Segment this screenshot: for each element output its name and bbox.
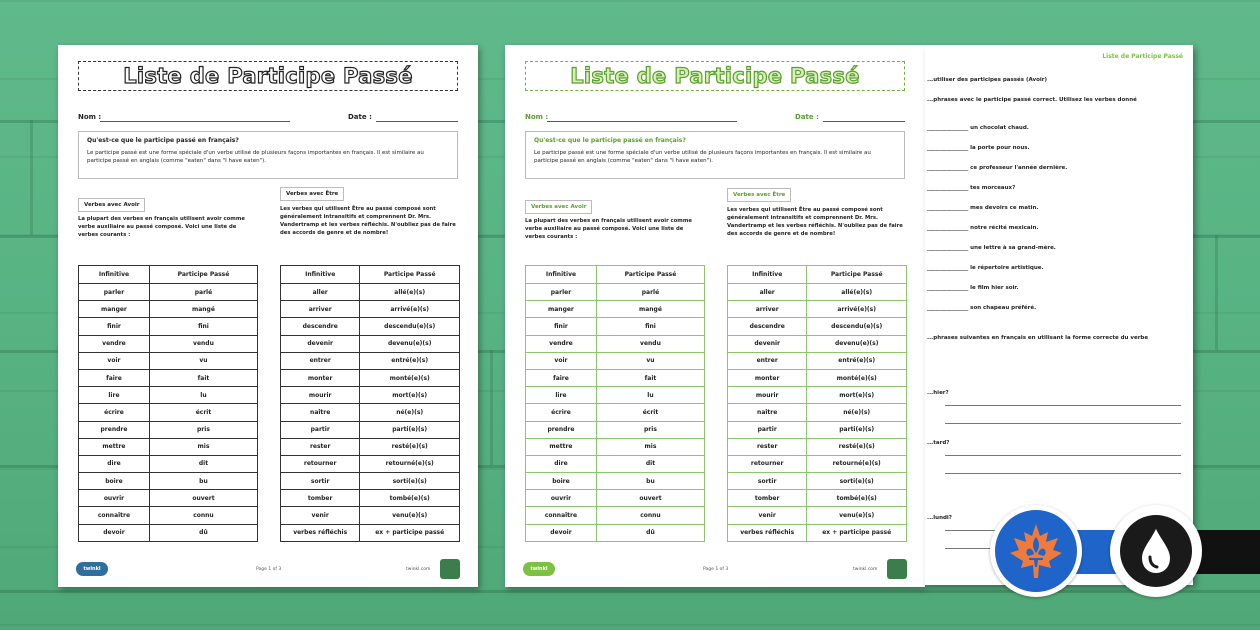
region-badge (990, 505, 1082, 597)
participle-cell: entré(e)(s) (360, 352, 460, 369)
infinitive-cell: devenir (728, 335, 807, 352)
table-row (526, 490, 705, 507)
participle-cell: entré(e)(s) (807, 352, 907, 369)
date-label: Date : (795, 113, 819, 121)
table-row (79, 490, 258, 507)
page-title: Liste de Participe Passé (570, 64, 860, 88)
participle-cell: venu(e)(s) (360, 507, 460, 524)
exercise-line: _______________ un chocolat chaud. (927, 125, 1029, 131)
table-row (79, 524, 258, 541)
exercise-line: _______________ mes devoirs ce matin. (927, 205, 1039, 211)
table-row (281, 301, 460, 318)
intro-text: Le participe passé est une forme spéciale d'un verbe utilisé de plusieurs façons importantes en français. Il est similaire au participe passé en anglais (comme "eaten" dans "I have eaten"). (534, 150, 871, 164)
table-row (79, 455, 258, 472)
participle-cell: devenu(e)(s) (807, 335, 907, 352)
participle-cell: parti(e)(s) (807, 421, 907, 438)
table-row (281, 490, 460, 507)
participle-cell: dit (149, 455, 257, 472)
participle-cell: mis (149, 438, 257, 455)
col-participle: Participe Passé (807, 266, 907, 284)
infinitive-cell: tomber (281, 490, 360, 507)
participle-cell: dit (596, 455, 704, 472)
exercise-line: _______________ tes morceaux? (927, 185, 1016, 191)
name-field-line (100, 121, 290, 122)
table-row (281, 369, 460, 386)
intro-box (78, 131, 458, 179)
participle-cell: parlé (596, 284, 704, 301)
table-row (728, 301, 907, 318)
infinitive-cell: boire (79, 473, 150, 490)
infinitive-cell: rester (281, 438, 360, 455)
infinitive-cell: devenir (281, 335, 360, 352)
participle-cell: allé(e)(s) (807, 284, 907, 301)
table-row (526, 387, 705, 404)
table-row (79, 507, 258, 524)
exercise-line: ...hier? (927, 390, 949, 396)
participle-cell: pris (149, 421, 257, 438)
participle-cell: dû (149, 524, 257, 541)
table-row (526, 369, 705, 386)
infinitive-cell: connaître (526, 507, 597, 524)
table-row (526, 524, 705, 541)
avoir-text: La plupart des verbes en français utilisent avoir comme verbe auxiliaire au passé composé. Voici une liste de verbes courants : (78, 216, 245, 238)
infinitive-cell: tomber (728, 490, 807, 507)
participle-cell: ex + participe passé (360, 524, 460, 541)
title-box (525, 61, 905, 91)
answer-line (945, 455, 1181, 456)
participle-cell: allé(e)(s) (360, 284, 460, 301)
participle-cell: retourné(e)(s) (360, 455, 460, 472)
participle-cell: écrit (149, 404, 257, 421)
intro-text: Le participe passé est une forme spéciale d'un verbe utilisé de plusieurs façons importantes en français. Il est similaire au participe passé en anglais (comme "eaten" dans "I have eaten"). (87, 150, 424, 164)
participle-cell: né(e)(s) (360, 404, 460, 421)
answer-line (945, 473, 1181, 474)
participle-cell: pris (596, 421, 704, 438)
infinitive-cell: monter (728, 369, 807, 386)
page-number: Page 1 of 3 (703, 567, 729, 572)
avoir-label: Verbes avec Avoir (525, 200, 592, 214)
table-row (728, 387, 907, 404)
participle-cell: vu (596, 352, 704, 369)
table-row (79, 421, 258, 438)
col-participle: Participe Passé (149, 266, 257, 284)
participle-cell: né(e)(s) (807, 404, 907, 421)
infinitive-cell: dire (79, 455, 150, 472)
table-row (526, 301, 705, 318)
etre-text: Les verbes qui utilisent Être au passé composé sont généralement intransitifs et comprennent Dr. Mrs. Vandertramp et les verbes réfléchis. N'oubliez pas de faire des accords de genre et de nombre! (727, 207, 903, 237)
participle-cell: lu (596, 387, 704, 404)
infinitive-cell: devoir (79, 524, 150, 541)
page-number: Page 1 of 3 (256, 567, 282, 572)
fleur-de-lis-icon (1005, 520, 1067, 582)
exercise-line: _______________ notre récité mexicain. (927, 225, 1039, 231)
page-footer (523, 559, 907, 579)
table-row (728, 455, 907, 472)
table-row (728, 284, 907, 301)
exercise-page (925, 45, 1193, 585)
date-field-line (376, 121, 458, 122)
table-row (728, 438, 907, 455)
page-footer (76, 559, 460, 579)
table-row (281, 387, 460, 404)
exercise-line: ...utiliser des participes passés (Avoir) (927, 77, 1047, 83)
infinitive-cell: manger (526, 301, 597, 318)
date-field-line (823, 121, 905, 122)
exercise-line: _______________ son chapeau préféré. (927, 305, 1037, 311)
etre-text: Les verbes qui utilisent Être au passé composé sont généralement intransitifs et comprennent Dr. Mrs. Vandertramp et les verbes réfléchis. N'oubliez pas de faire des accords de genre et de nombre! (280, 206, 456, 236)
avoir-text: La plupart des verbes en français utilisent avoir comme verbe auxiliaire au passé composé. Voici une liste de verbes courants : (525, 218, 692, 240)
infinitive-cell: retourner (281, 455, 360, 472)
table-row (728, 524, 907, 541)
participle-cell: bu (149, 473, 257, 490)
table-row (526, 473, 705, 490)
table-row (728, 490, 907, 507)
participle-cell: dû (596, 524, 704, 541)
infinitive-cell: partir (728, 421, 807, 438)
table-row (728, 335, 907, 352)
exercise-line: _______________ le répertoire artistique. (927, 265, 1044, 271)
infinitive-cell: aller (728, 284, 807, 301)
infinitive-cell: retourner (728, 455, 807, 472)
infinitive-cell: ouvrir (79, 490, 150, 507)
infinitive-cell: verbes réfléchis (728, 524, 807, 541)
twinkl-logo: twinkl (523, 562, 555, 576)
infinitive-cell: sortir (728, 473, 807, 490)
table-row (281, 524, 460, 541)
exercise-line: _______________ la porte pour nous. (927, 145, 1030, 151)
table-row (79, 404, 258, 421)
answer-line (945, 423, 1181, 424)
table-row (526, 284, 705, 301)
participle-cell: mangé (149, 301, 257, 318)
participle-cell: ex + participe passé (807, 524, 907, 541)
table-row (79, 438, 258, 455)
etre-table (280, 265, 460, 542)
participle-cell: sorti(e)(s) (360, 473, 460, 490)
infinitive-cell: prendre (526, 421, 597, 438)
infinitive-cell: finir (79, 318, 150, 335)
table-row (728, 352, 907, 369)
participle-cell: lu (149, 387, 257, 404)
date-label: Date : (348, 113, 372, 121)
table-row (281, 438, 460, 455)
table-row (526, 421, 705, 438)
table-row (281, 421, 460, 438)
infinitive-cell: vendre (79, 335, 150, 352)
participle-cell: arrivé(e)(s) (360, 301, 460, 318)
plank-seam (30, 120, 33, 235)
name-field-line (547, 121, 737, 122)
infinitive-cell: vendre (526, 335, 597, 352)
name-label: Nom : (525, 113, 549, 121)
participle-cell: vu (149, 352, 257, 369)
col-infinitive: Infinitive (281, 266, 360, 284)
table-row (526, 335, 705, 352)
footer-credit: twinkl.com (853, 567, 878, 572)
ink-badge-inner (1120, 515, 1192, 587)
table-row (79, 369, 258, 386)
answer-line (945, 405, 1181, 406)
infinitive-cell: boire (526, 473, 597, 490)
col-participle: Participe Passé (596, 266, 704, 284)
participle-cell: mort(e)(s) (360, 387, 460, 404)
infinitive-cell: parler (526, 284, 597, 301)
format-badge (1110, 505, 1202, 597)
participle-cell: tombé(e)(s) (807, 490, 907, 507)
infinitive-cell: arriver (728, 301, 807, 318)
participle-cell: vendu (149, 335, 257, 352)
infinitive-cell: voir (526, 352, 597, 369)
participle-cell: parti(e)(s) (360, 421, 460, 438)
table-row (526, 438, 705, 455)
table-row (79, 473, 258, 490)
participle-cell: ouvert (149, 490, 257, 507)
participle-cell: fait (596, 369, 704, 386)
participle-cell: sorti(e)(s) (807, 473, 907, 490)
infinitive-cell: arriver (281, 301, 360, 318)
table-row (79, 335, 258, 352)
infinitive-cell: mettre (526, 438, 597, 455)
plank-seam (1215, 235, 1218, 350)
table-row (728, 507, 907, 524)
table-row (281, 473, 460, 490)
participle-cell: ouvert (596, 490, 704, 507)
infinitive-cell: mettre (79, 438, 150, 455)
participle-cell: bu (596, 473, 704, 490)
intro-question: Qu'est-ce que le participe passé en français? (534, 137, 686, 144)
infinitive-cell: devoir (526, 524, 597, 541)
infinitive-cell: entrer (728, 352, 807, 369)
participle-cell: vendu (596, 335, 704, 352)
exercise-line: _______________ le film hier soir. (927, 285, 1019, 291)
participle-cell: connu (596, 507, 704, 524)
table-row (79, 387, 258, 404)
table-row (281, 455, 460, 472)
etre-label: Verbes avec Être (280, 187, 344, 201)
infinitive-cell: lire (79, 387, 150, 404)
participle-cell: descendu(e)(s) (807, 318, 907, 335)
participle-cell: mis (596, 438, 704, 455)
participle-cell: fini (596, 318, 704, 335)
infinitive-cell: partir (281, 421, 360, 438)
participle-cell: écrit (596, 404, 704, 421)
exercise-header: Liste de Participe Passé (1102, 53, 1183, 60)
infinitive-cell: connaître (79, 507, 150, 524)
table-row (79, 318, 258, 335)
participle-cell: monté(e)(s) (360, 369, 460, 386)
exercise-line: _______________ ce professeur l'année dernière. (927, 165, 1068, 171)
participle-cell: fini (149, 318, 257, 335)
crest-icon (440, 559, 460, 579)
table-row (526, 352, 705, 369)
ink-drop-icon (1136, 527, 1176, 575)
infinitive-cell: descendre (728, 318, 807, 335)
participle-cell: fait (149, 369, 257, 386)
infinitive-cell: venir (281, 507, 360, 524)
infinitive-cell: finir (526, 318, 597, 335)
avoir-label: Verbes avec Avoir (78, 198, 145, 212)
infinitive-cell: écrire (526, 404, 597, 421)
participle-cell: venu(e)(s) (807, 507, 907, 524)
infinitive-cell: entrer (281, 352, 360, 369)
table-row (281, 284, 460, 301)
page-title: Liste de Participe Passé (123, 64, 413, 88)
infinitive-cell: rester (728, 438, 807, 455)
worksheet-page-color (505, 45, 925, 587)
crest-icon (887, 559, 907, 579)
table-row (526, 507, 705, 524)
table-row (728, 473, 907, 490)
table-row (281, 404, 460, 421)
exercise-line: ...tard? (927, 440, 950, 446)
plank-line (0, 590, 1260, 593)
participle-cell: retourné(e)(s) (807, 455, 907, 472)
participle-cell: connu (149, 507, 257, 524)
footer-credit: twinkl.com (406, 567, 431, 572)
infinitive-cell: voir (79, 352, 150, 369)
participle-cell: devenu(e)(s) (360, 335, 460, 352)
infinitive-cell: écrire (79, 404, 150, 421)
infinitive-cell: mourir (728, 387, 807, 404)
infinitive-cell: aller (281, 284, 360, 301)
intro-box (525, 131, 905, 179)
table-row (281, 318, 460, 335)
infinitive-cell: naître (281, 404, 360, 421)
title-box (78, 61, 458, 91)
twinkl-logo: twinkl (76, 562, 108, 576)
participle-cell: mort(e)(s) (807, 387, 907, 404)
exercise-line: ...lundi? (927, 515, 952, 521)
avoir-table (525, 265, 705, 542)
worksheet-page-bw (58, 45, 478, 587)
exercise-line: ...phrases avec le participe passé correct. Utilisez les verbes donné (927, 97, 1137, 103)
col-infinitive: Infinitive (526, 266, 597, 284)
infinitive-cell: mourir (281, 387, 360, 404)
table-row (526, 318, 705, 335)
table-row (281, 352, 460, 369)
table-row (79, 352, 258, 369)
infinitive-cell: parler (79, 284, 150, 301)
participle-cell: tombé(e)(s) (360, 490, 460, 507)
infinitive-cell: descendre (281, 318, 360, 335)
infinitive-cell: sortir (281, 473, 360, 490)
infinitive-cell: ouvrir (526, 490, 597, 507)
table-row (526, 404, 705, 421)
infinitive-cell: prendre (79, 421, 150, 438)
participle-cell: resté(e)(s) (807, 438, 907, 455)
name-label: Nom : (78, 113, 102, 121)
table-row (79, 301, 258, 318)
col-infinitive: Infinitive (79, 266, 150, 284)
etre-label: Verbes avec Être (727, 188, 791, 202)
col-participle: Participe Passé (360, 266, 460, 284)
participle-cell: monté(e)(s) (807, 369, 907, 386)
infinitive-cell: manger (79, 301, 150, 318)
participle-cell: arrivé(e)(s) (807, 301, 907, 318)
infinitive-cell: lire (526, 387, 597, 404)
participle-cell: parlé (149, 284, 257, 301)
table-row (728, 404, 907, 421)
exercise-line: ...phrases suivantes en français en utilisant la forme correcte du verbe (927, 335, 1149, 341)
infinitive-cell: verbes réfléchis (281, 524, 360, 541)
etre-table (727, 265, 907, 542)
participle-cell: mangé (596, 301, 704, 318)
table-row (728, 421, 907, 438)
table-row (728, 318, 907, 335)
table-row (526, 455, 705, 472)
intro-question: Qu'est-ce que le participe passé en français? (87, 137, 239, 144)
exercise-line: _______________ une lettre à sa grand-mère. (927, 245, 1056, 251)
participle-cell: descendu(e)(s) (360, 318, 460, 335)
table-row (281, 507, 460, 524)
table-row (281, 335, 460, 352)
col-infinitive: Infinitive (728, 266, 807, 284)
infinitive-cell: naître (728, 404, 807, 421)
table-row (728, 369, 907, 386)
plank-seam (490, 350, 493, 465)
infinitive-cell: venir (728, 507, 807, 524)
infinitive-cell: faire (526, 369, 597, 386)
infinitive-cell: monter (281, 369, 360, 386)
table-row (79, 284, 258, 301)
infinitive-cell: faire (79, 369, 150, 386)
participle-cell: resté(e)(s) (360, 438, 460, 455)
infinitive-cell: dire (526, 455, 597, 472)
avoir-table (78, 265, 258, 542)
